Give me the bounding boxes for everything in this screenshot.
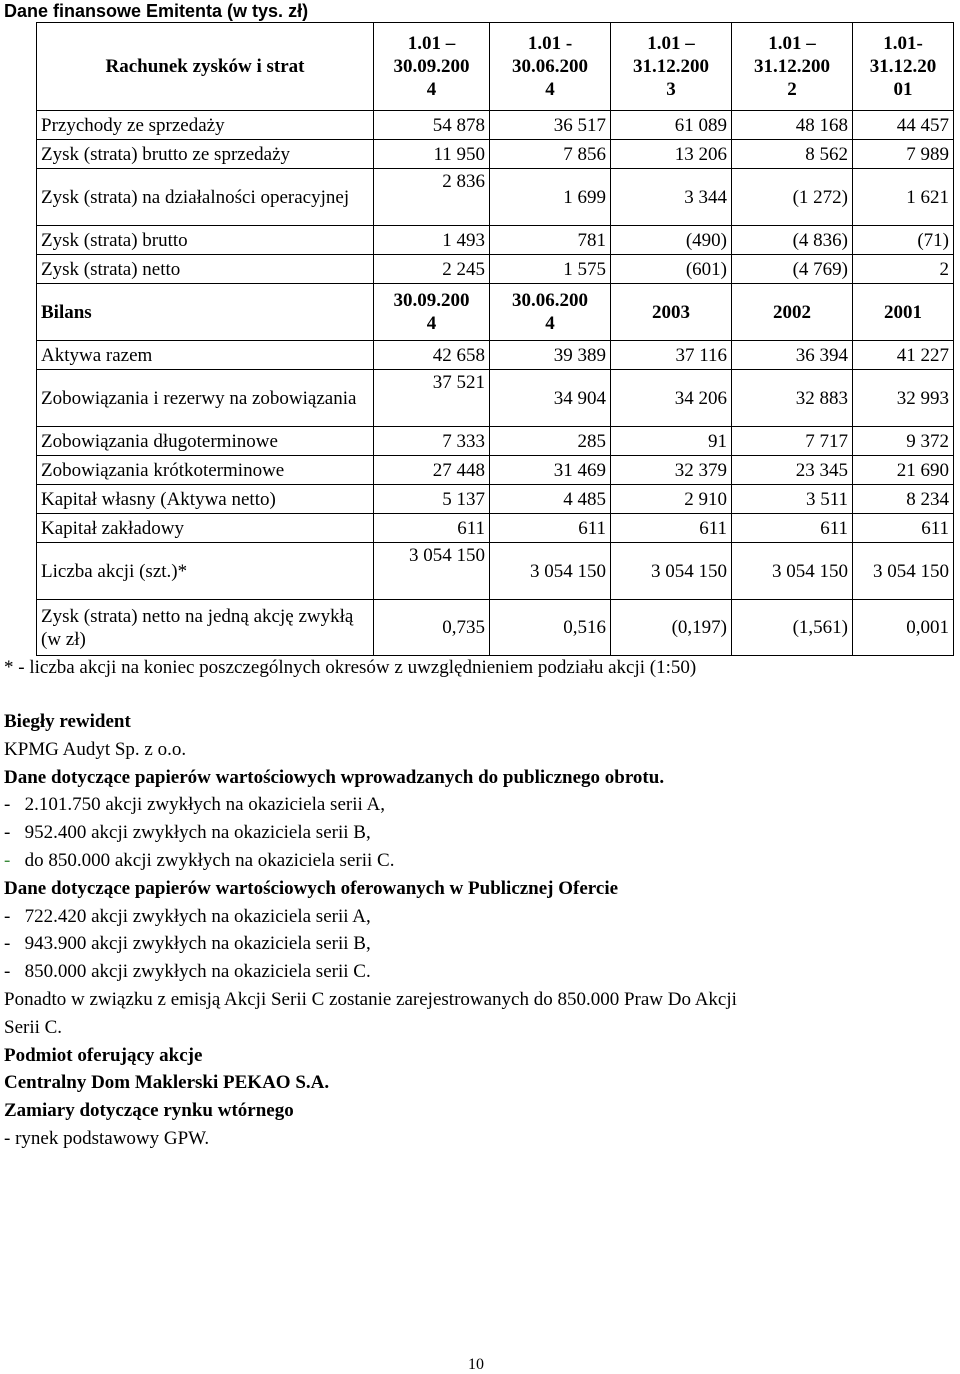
secondary-market-heading: Zamiary dotyczące rynku wtórnego <box>4 1100 294 1122</box>
table-row <box>37 226 954 255</box>
list-item <box>4 847 954 875</box>
period-line: 30.06.200 <box>512 290 588 311</box>
balance-header-label: Bilans <box>37 284 374 341</box>
cell-value: (490) <box>611 226 732 255</box>
cell-value: 2 836 <box>374 169 490 226</box>
period-line: 1.01 – <box>647 33 695 54</box>
offer-note-line: Ponadto w związku z emisją Akcji Serii C zostanie zarejestrowanych do 850.000 Praw Do Akcji <box>4 988 737 1010</box>
cell-value: 7 856 <box>490 140 611 169</box>
list-dash: - <box>4 849 11 871</box>
cell-value: 2 <box>853 255 954 284</box>
income-header-label: Rachunek zysków i strat <box>37 23 374 111</box>
cell-value: 36 394 <box>732 341 853 370</box>
page-number: 10 <box>468 1356 484 1373</box>
table-row <box>37 600 954 656</box>
cell-value: 3 054 150 <box>490 543 611 600</box>
table-row <box>37 255 954 284</box>
cell-value: (4 836) <box>732 226 853 255</box>
cell-value: 61 089 <box>611 111 732 140</box>
list-text: 2.101.750 akcji zwykłych na okaziciela serii A, <box>24 794 385 816</box>
cell-value: 13 206 <box>611 140 732 169</box>
cell-value: 2 245 <box>374 255 490 284</box>
period-line: 1.01 - <box>527 33 573 54</box>
cell-value: 48 168 <box>732 111 853 140</box>
list-text: 943.900 akcji zwykłych na okaziciela serii B, <box>24 933 371 955</box>
row-label: Zysk (strata) brutto ze sprzedaży <box>37 140 374 169</box>
cell-value: 5 137 <box>374 485 490 514</box>
cell-value: 611 <box>611 514 732 543</box>
income-header-row <box>37 23 954 111</box>
period-line: 4 <box>545 79 555 100</box>
list-dash: - <box>4 933 11 955</box>
cell-value: 91 <box>611 427 732 456</box>
cell-value: 285 <box>490 427 611 456</box>
row-label: Kapitał własny (Aktywa netto) <box>37 485 374 514</box>
period-line: 4 <box>545 313 555 334</box>
cell-value: 44 457 <box>853 111 954 140</box>
period-line: 4 <box>426 79 437 100</box>
cell-value: 3 511 <box>732 485 853 514</box>
row-label: Kapitał zakładowy <box>37 514 374 543</box>
cell-value: 3 054 150 <box>732 543 853 600</box>
cell-value: 0,516 <box>490 600 611 656</box>
cell-value: 27 448 <box>374 456 490 485</box>
row-label: Zysk (strata) netto <box>37 255 374 284</box>
cell-value: 21 690 <box>853 456 954 485</box>
cell-value: 7 989 <box>853 140 954 169</box>
cell-value: 37 116 <box>611 341 732 370</box>
period-header: 2003 <box>611 284 732 341</box>
period-header <box>490 23 611 111</box>
list-item <box>4 791 954 819</box>
list-item <box>4 930 954 958</box>
cell-value: 54 878 <box>374 111 490 140</box>
cell-value: 1 699 <box>490 169 611 226</box>
period-header <box>490 284 611 341</box>
cell-value: 0,001 <box>853 600 954 656</box>
table-row <box>37 370 954 427</box>
period-line: 01 <box>893 79 913 100</box>
period-line: 30.06.200 <box>512 56 588 77</box>
row-label: Zobowiązania i rezerwy na zobowiązania <box>37 370 374 427</box>
row-label: Aktywa razem <box>37 341 374 370</box>
cell-value: 8 562 <box>732 140 853 169</box>
list-dash: - <box>4 794 11 816</box>
cell-value: 611 <box>490 514 611 543</box>
cell-value: 3 344 <box>611 169 732 226</box>
period-line: 4 <box>426 313 437 334</box>
table-row <box>37 543 954 600</box>
table-row <box>37 456 954 485</box>
list-text: 850.000 akcji zwykłych na okaziciela serii C. <box>24 961 371 983</box>
cell-value: 611 <box>853 514 954 543</box>
cell-value: 31 469 <box>490 456 611 485</box>
row-label: Zysk (strata) netto na jedną akcję zwykłą (w zł) <box>37 600 374 656</box>
cell-value: 3 054 150 <box>374 543 490 600</box>
cell-value: (1,561) <box>732 600 853 656</box>
period-line: 31.12.200 <box>754 56 830 77</box>
cell-value: (601) <box>611 255 732 284</box>
period-header: 2001 <box>853 284 954 341</box>
cell-value: 42 658 <box>374 341 490 370</box>
cell-value: 11 950 <box>374 140 490 169</box>
balance-header-row <box>37 284 954 341</box>
list-text: 722.420 akcji zwykłych na okaziciela serii A, <box>24 905 371 927</box>
cell-value: 4 485 <box>490 485 611 514</box>
list-text: do 850.000 akcji zwykłych na okaziciela serii C. <box>24 849 395 871</box>
table-row <box>37 111 954 140</box>
period-line: 2 <box>787 79 797 100</box>
intro-securities-heading: Dane dotyczące papierów wartościowych wprowadzanych do publicznego obrotu. <box>4 766 665 788</box>
secondary-market-text: - rynek podstawowy GPW. <box>4 1127 210 1149</box>
cell-value: 3 054 150 <box>853 543 954 600</box>
cell-value: 7 717 <box>732 427 853 456</box>
cell-value: 39 389 <box>490 341 611 370</box>
period-line: 1.01- <box>883 33 923 54</box>
row-label: Zobowiązania długoterminowe <box>37 427 374 456</box>
cell-value: 1 493 <box>374 226 490 255</box>
offer-note-line: Serii C. <box>4 1016 63 1038</box>
period-header <box>732 23 853 111</box>
period-header <box>611 23 732 111</box>
cell-value: 0,735 <box>374 600 490 656</box>
list-dash: - <box>4 905 11 927</box>
cell-value: (1 272) <box>732 169 853 226</box>
cell-value: 9 372 <box>853 427 954 456</box>
period-line: 1.01 – <box>407 33 456 54</box>
body-text <box>4 708 954 1153</box>
period-header <box>374 23 490 111</box>
cell-value: 1 575 <box>490 255 611 284</box>
period-header: 2002 <box>732 284 853 341</box>
cell-value: 7 333 <box>374 427 490 456</box>
table-row <box>37 514 954 543</box>
period-header <box>853 23 954 111</box>
offeror-name: Centralny Dom Maklerski PEKAO S.A. <box>4 1072 330 1094</box>
cell-value: 611 <box>374 514 490 543</box>
cell-value: 34 206 <box>611 370 732 427</box>
list-dash: - <box>4 822 11 844</box>
cell-value: 34 904 <box>490 370 611 427</box>
cell-value: (71) <box>853 226 954 255</box>
table-row <box>37 140 954 169</box>
list-dash: - <box>4 961 11 983</box>
cell-value: 1 621 <box>853 169 954 226</box>
offered-securities-heading: Dane dotyczące papierów wartościowych oferowanych w Publicznej Ofercie <box>4 877 619 899</box>
cell-value: 611 <box>732 514 853 543</box>
list-item <box>4 958 954 986</box>
list-item <box>4 819 954 847</box>
financial-table <box>36 22 954 656</box>
cell-value: 32 993 <box>853 370 954 427</box>
table-row <box>37 341 954 370</box>
period-line: 30.09.200 <box>393 56 470 77</box>
period-line: 30.09.200 <box>393 290 470 311</box>
page-title: Dane finansowe Emitenta (w tys. zł) <box>4 1 309 21</box>
row-label: Zysk (strata) brutto <box>37 226 374 255</box>
cell-value: (0,197) <box>611 600 732 656</box>
offeror-heading: Podmiot oferujący akcje <box>4 1044 203 1066</box>
cell-value: 41 227 <box>853 341 954 370</box>
row-label: Zysk (strata) na działalności operacyjnej <box>37 169 374 226</box>
table-row <box>37 485 954 514</box>
row-label: Zobowiązania krótkoterminowe <box>37 456 374 485</box>
table-row <box>37 169 954 226</box>
table-row <box>37 427 954 456</box>
row-label: Liczba akcji (szt.)* <box>37 543 374 600</box>
cell-value: 32 883 <box>732 370 853 427</box>
cell-value: 36 517 <box>490 111 611 140</box>
cell-value: 23 345 <box>732 456 853 485</box>
row-label: Przychody ze sprzedaży <box>37 111 374 140</box>
footnote: * - liczba akcji na koniec poszczególnych okresów z uwzględnieniem podziału akcji (1:50) <box>4 657 697 678</box>
period-line: 31.12.200 <box>633 56 709 77</box>
cell-value: 781 <box>490 226 611 255</box>
list-text: 952.400 akcji zwykłych na okaziciela serii B, <box>24 822 371 844</box>
cell-value: 32 379 <box>611 456 732 485</box>
auditor-name: KPMG Audyt Sp. z o.o. <box>4 738 187 760</box>
cell-value: 37 521 <box>374 370 490 427</box>
period-line: 3 <box>666 79 676 100</box>
cell-value: 3 054 150 <box>611 543 732 600</box>
period-header <box>374 284 490 341</box>
auditor-heading: Biegły rewident <box>4 711 131 732</box>
cell-value: 2 910 <box>611 485 732 514</box>
cell-value: (4 769) <box>732 255 853 284</box>
cell-value: 8 234 <box>853 485 954 514</box>
period-line: 31.12.20 <box>869 56 937 77</box>
period-line: 1.01 – <box>768 33 816 54</box>
list-item <box>4 903 954 931</box>
